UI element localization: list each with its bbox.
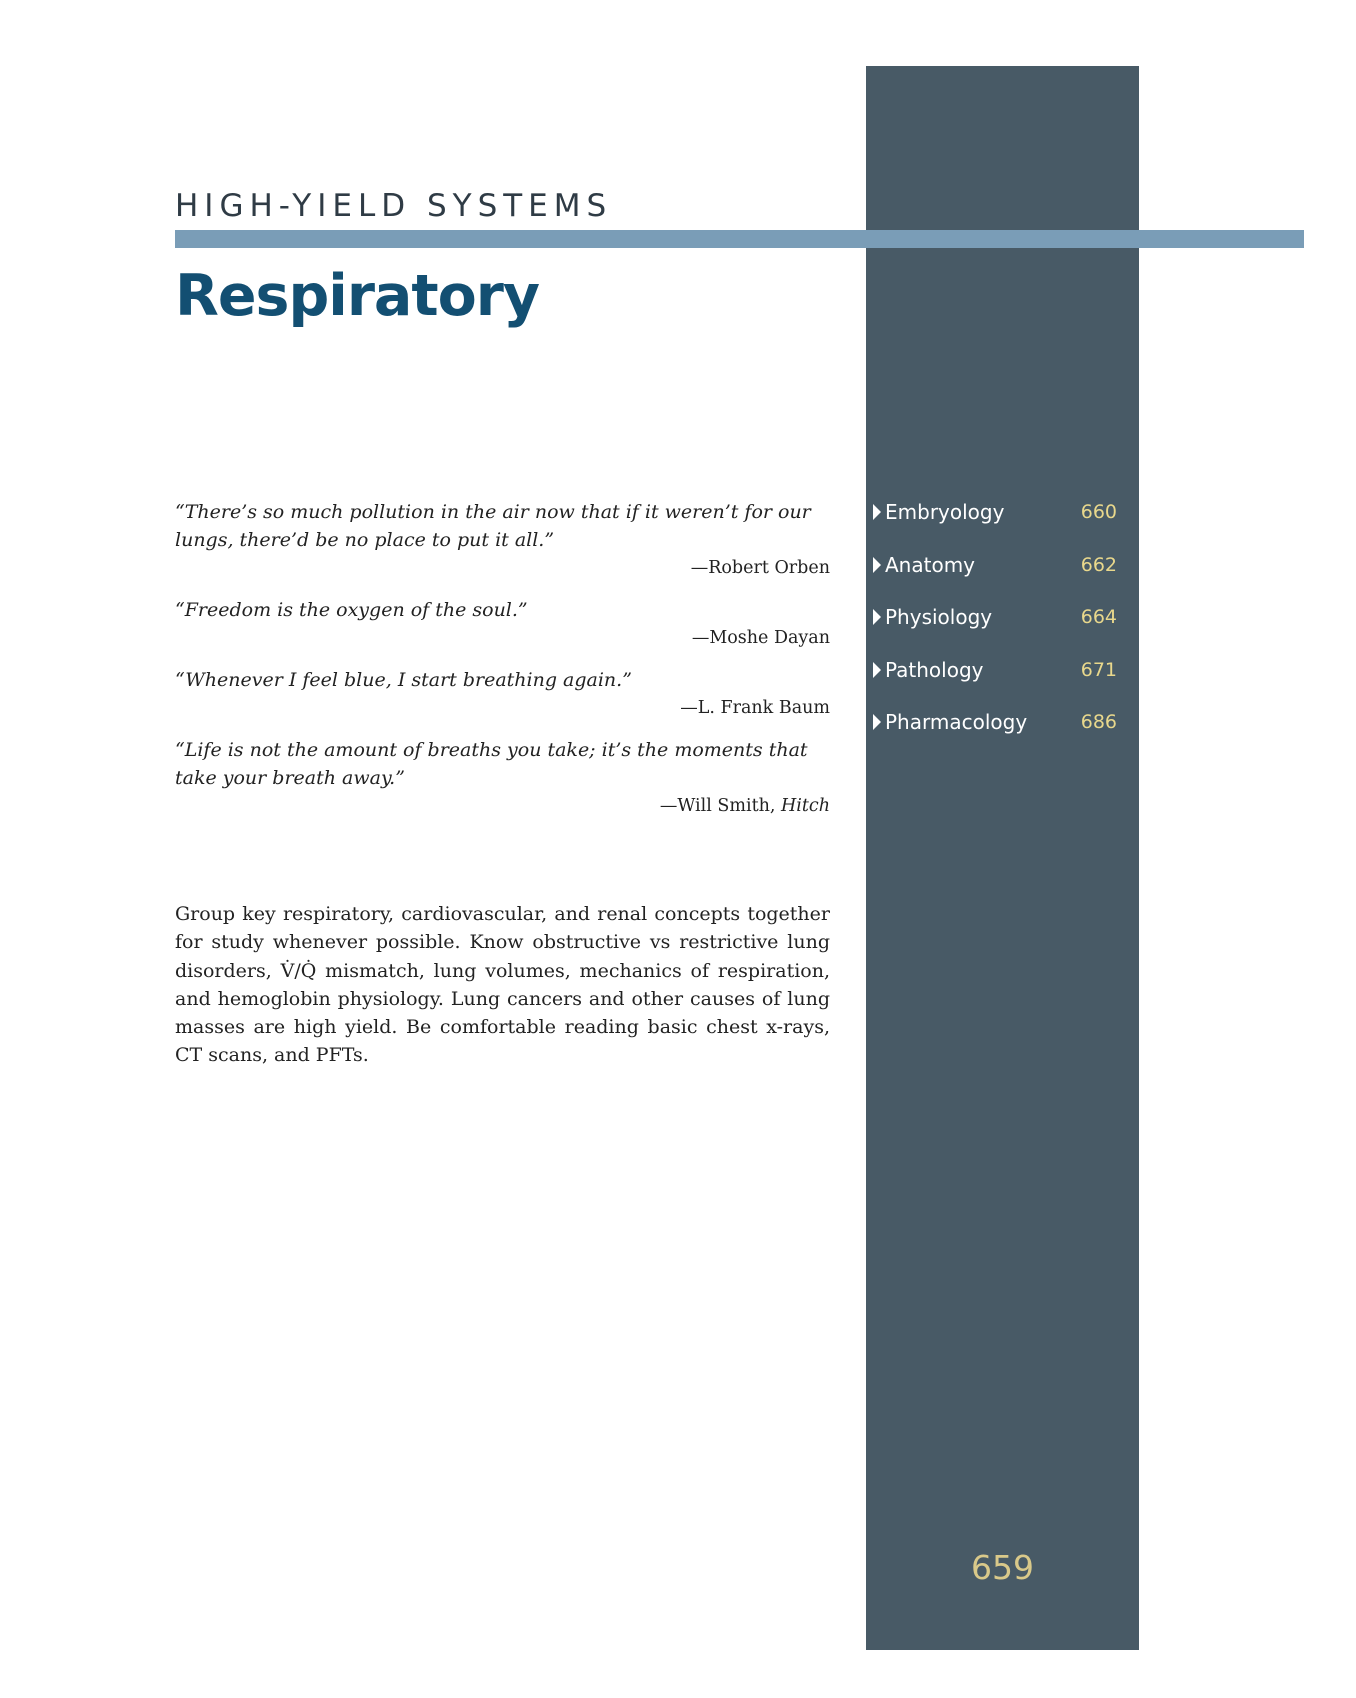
page-number: 659: [971, 1548, 1034, 1587]
toc-item-page: 671: [1080, 658, 1117, 681]
quote-work-title: Hitch: [781, 796, 830, 816]
quote-text: “Freedom is the oxygen of the soul.”: [175, 599, 528, 621]
quote-author: —Robert Orben: [690, 558, 830, 578]
triangle-right-icon: [873, 504, 881, 520]
toc-item-physiology[interactable]: [873, 602, 1125, 655]
quote-block: [175, 498, 830, 582]
quote-text: “Life is not the amount of breaths you take; it’s the moments that take your breath away.”: [175, 739, 808, 789]
section-label: HIGH-YIELD SYSTEMS: [175, 188, 613, 224]
toc-item-label: Anatomy: [885, 552, 976, 577]
triangle-right-icon: [873, 609, 881, 625]
quote-author: —Moshe Dayan: [691, 628, 830, 648]
quote-block: [175, 666, 830, 722]
quote-text: “Whenever I feel blue, I start breathing again.”: [175, 669, 632, 691]
toc-item-label: Embryology: [885, 500, 1005, 524]
quote-block: [175, 596, 830, 652]
chapter-intro-paragraph: Group key respiratory, cardiovascular, and renal concepts together for study whenever possible. Know obstructive vs restrictive lung disorders, V̇/Q̇ mismatch, lung volumes, mechanics of respiration, and hemoglobin physiology. Lung cancers and other causes of lung masses are high yield. Be comfortable reading basic chest x-rays, CT scans, and PFTs.: [175, 903, 830, 1067]
toc-item-page: 662: [1080, 553, 1117, 576]
toc-item-label: Pathology: [885, 657, 984, 682]
sidebar-panel: [866, 66, 1139, 1650]
quote-author: —L. Frank Baum: [680, 698, 830, 718]
triangle-right-icon: [873, 714, 881, 730]
triangle-right-icon: [873, 557, 881, 573]
quote-block: [175, 736, 830, 820]
toc-item-label: Physiology: [885, 605, 993, 629]
toc-item-page: 664: [1080, 606, 1117, 628]
epigraph-quotes: [175, 498, 830, 834]
chapter-title: Respiratory: [175, 263, 540, 329]
toc-item-page: 660: [1080, 501, 1117, 523]
triangle-right-icon: [873, 662, 881, 678]
header-rule: [175, 230, 1304, 248]
toc-item-embryology[interactable]: [873, 497, 1125, 550]
toc-item-page: 686: [1080, 711, 1117, 733]
toc-item-label: Pharmacology: [885, 710, 1028, 734]
quote-author: —Will Smith, Hitch: [659, 796, 830, 816]
section-toc: [873, 497, 1125, 760]
quote-text: “There’s so much pollution in the air now that if it weren’t for our lungs, there’d be no place to put it all.”: [175, 501, 811, 551]
toc-item-pharmacology[interactable]: [873, 707, 1125, 760]
toc-item-anatomy[interactable]: [873, 550, 1125, 603]
toc-item-pathology[interactable]: [873, 655, 1125, 708]
